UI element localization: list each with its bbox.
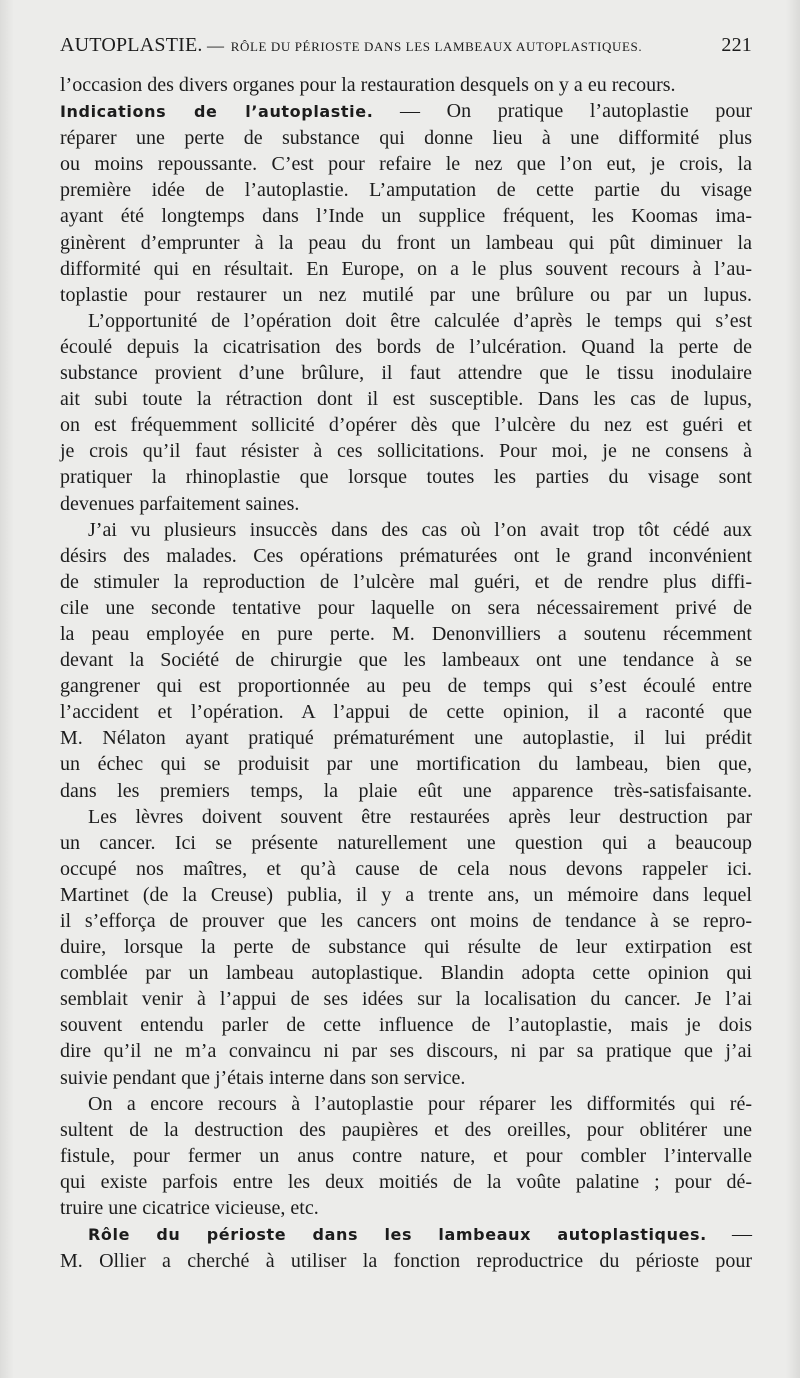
text-line: un cancer. Ici se présente naturellement une question qui a beaucoup — [60, 831, 752, 854]
text-line: gangrener qui est proportionnée au peu de temps qui s’est écoulé entre — [60, 675, 752, 698]
running-head — [60, 34, 752, 57]
text-line: devenues parfaitement saines. — [60, 492, 300, 515]
text-line: il s’efforça de prouver que les cancers ont moins de tendance à se repro- — [60, 910, 752, 932]
paragraph-recours — [60, 1091, 752, 1221]
body-text — [60, 72, 752, 1274]
text-line: M. Ollier a cherché à utiliser la fonction reproductrice du périoste pour — [60, 1250, 752, 1273]
text-line: truire une cicatrice vicieuse, etc. — [60, 1197, 319, 1220]
text-line: substance provient d’une brûlure, il faut attendre que le tissu inodulaire — [60, 362, 752, 385]
text-line: l’accident et l’opération. A l’appui de cette opinion, il a raconté que — [60, 701, 752, 724]
running-head-dash: — — [202, 36, 225, 55]
text-line: souvent entendu parler de cette influence de l’autoplastie, mais je dois — [60, 1014, 752, 1037]
text-line: occupé nos maîtres, et qu’à cause de cela nous devons rappeler ici. — [60, 857, 752, 880]
section-heading-role-perioste: Rôle du périoste dans les lambeaux autoplastiques. — [88, 1225, 707, 1245]
paragraph-insucces — [60, 517, 752, 804]
text-line: J’ai vu plusieurs insuccès dans des cas où l’on avait trop tôt cédé aux — [88, 518, 752, 541]
text-line — [60, 98, 752, 125]
text-line: L’opportunité de l’opération doit être calculée d’après le temps qui s’est — [88, 309, 752, 332]
running-head-subtitle: RÔLE DU PÉRIOSTE DANS LES LAMBEAUX AUTOPLASTIQUES. — [230, 39, 643, 54]
text-line: fistule, pour fermer un anus contre nature, et pour combler l’intervalle — [60, 1144, 752, 1167]
text-line — [60, 1221, 752, 1248]
paragraph-intro — [60, 72, 752, 98]
page-number: 221 — [721, 34, 752, 56]
running-head-left — [60, 34, 642, 57]
section-heading-indications: Indications de l’autoplastie. — [60, 102, 374, 122]
text-line: cile une seconde tentative pour laquelle on sera nécessairement privé de — [60, 596, 752, 619]
paragraph-indications — [60, 98, 752, 308]
text-line: semblait venir à l’appui de ses idées sur la localisation du cancer. Je l’ai — [60, 988, 752, 1011]
text-line: la peau employée en pure perte. M. Denonvilliers a soutenu récemment — [60, 622, 752, 645]
text-line: M. Nélaton ayant pratiqué prématurément une autoplastie, il lui prédit — [60, 727, 752, 750]
text-line: écoulé depuis la cicatrisation des bords de l’ulcération. Quand la perte de — [60, 335, 752, 358]
paragraph-role-perioste — [60, 1221, 752, 1274]
paragraph-levres — [60, 804, 752, 1091]
text-line: sultent de la destruction des paupières et des oreilles, pour oblitérer une — [60, 1118, 752, 1141]
text-line: ginèrent d’emprunter à la peau du front un lambeau qui pût diminuer la — [60, 231, 752, 254]
text-line: on est fréquemment sollicité d’opérer dès que l’ulcère du nez est guéri et — [60, 414, 752, 437]
text-line: l’occasion des divers organes pour la restauration desquels on y a eu recours. — [60, 74, 676, 96]
text-line-fragment: — — [706, 1223, 752, 1246]
text-line: comblée par un lambeau autoplastique. Blandin adopta cette opinion qui — [60, 962, 752, 985]
text-line: désirs des malades. Ces opérations prématurées ont le grand inconvénient — [60, 544, 752, 567]
text-line: duire, lorsque la perte de substance qui résulte de leur extirpation est — [60, 936, 752, 959]
text-line: dire qu’il ne m’a convaincu ni par ses discours, ni par sa pratique que j’ai — [60, 1040, 752, 1063]
text-line: difformité qui en résultait. En Europe, on a le plus souvent recours à l’au- — [60, 257, 752, 280]
text-line: qui existe parfois entre les deux moitiés de la voûte palatine ; pour dé- — [60, 1170, 752, 1193]
running-head-title: AUTOPLASTIE. — [60, 34, 203, 56]
text-line: On a encore recours à l’autoplastie pour réparer les difformités qui ré- — [88, 1092, 752, 1115]
text-line: devant la Société de chirurgie que les lambeaux ont une tendance à se — [60, 649, 752, 672]
text-line: ayant été longtemps dans l’Inde un supplice fréquent, les Koomas ima- — [60, 205, 752, 228]
text-line-fragment: — On pratique l’autoplastie pour — [373, 100, 752, 123]
text-line: Les lèvres doivent souvent être restaurées après leur destruction par — [88, 805, 752, 828]
text-line: de stimuler la reproduction de l’ulcère mal guéri, et de rendre plus diffi- — [60, 570, 752, 593]
text-line: Martinet (de la Creuse) publia, il y a trente ans, un mémoire dans lequel — [60, 883, 752, 906]
text-line: réparer une perte de substance qui donne lieu à une difformité plus — [60, 127, 752, 150]
text-line: première idée de l’autoplastie. L’amputation de cette partie du visage — [60, 179, 752, 202]
text-line: dans les premiers temps, la plaie eût une apparence très-satisfaisante. — [60, 779, 752, 802]
text-line: je crois qu’il faut résister à ces sollicitations. Pour moi, je ne consens à — [60, 440, 752, 463]
text-line: un échec qui se produisit par une mortification du lambeau, bien que, — [60, 753, 752, 776]
paragraph-opportunite — [60, 308, 752, 517]
text-line: suivie pendant que j’étais interne dans son service. — [60, 1066, 466, 1089]
text-line: toplastie pour restaurer un nez mutilé par une brûlure ou par un lupus. — [60, 283, 752, 306]
text-line: ou moins repoussante. C’est pour refaire le nez que l’on eut, je crois, la — [60, 153, 752, 176]
text-line: pratiquer la rhinoplastie que lorsque toutes les parties du visage sont — [60, 466, 752, 489]
text-line: ait subi toute la rétraction dont il est susceptible. Dans les cas de lupus, — [60, 388, 752, 411]
